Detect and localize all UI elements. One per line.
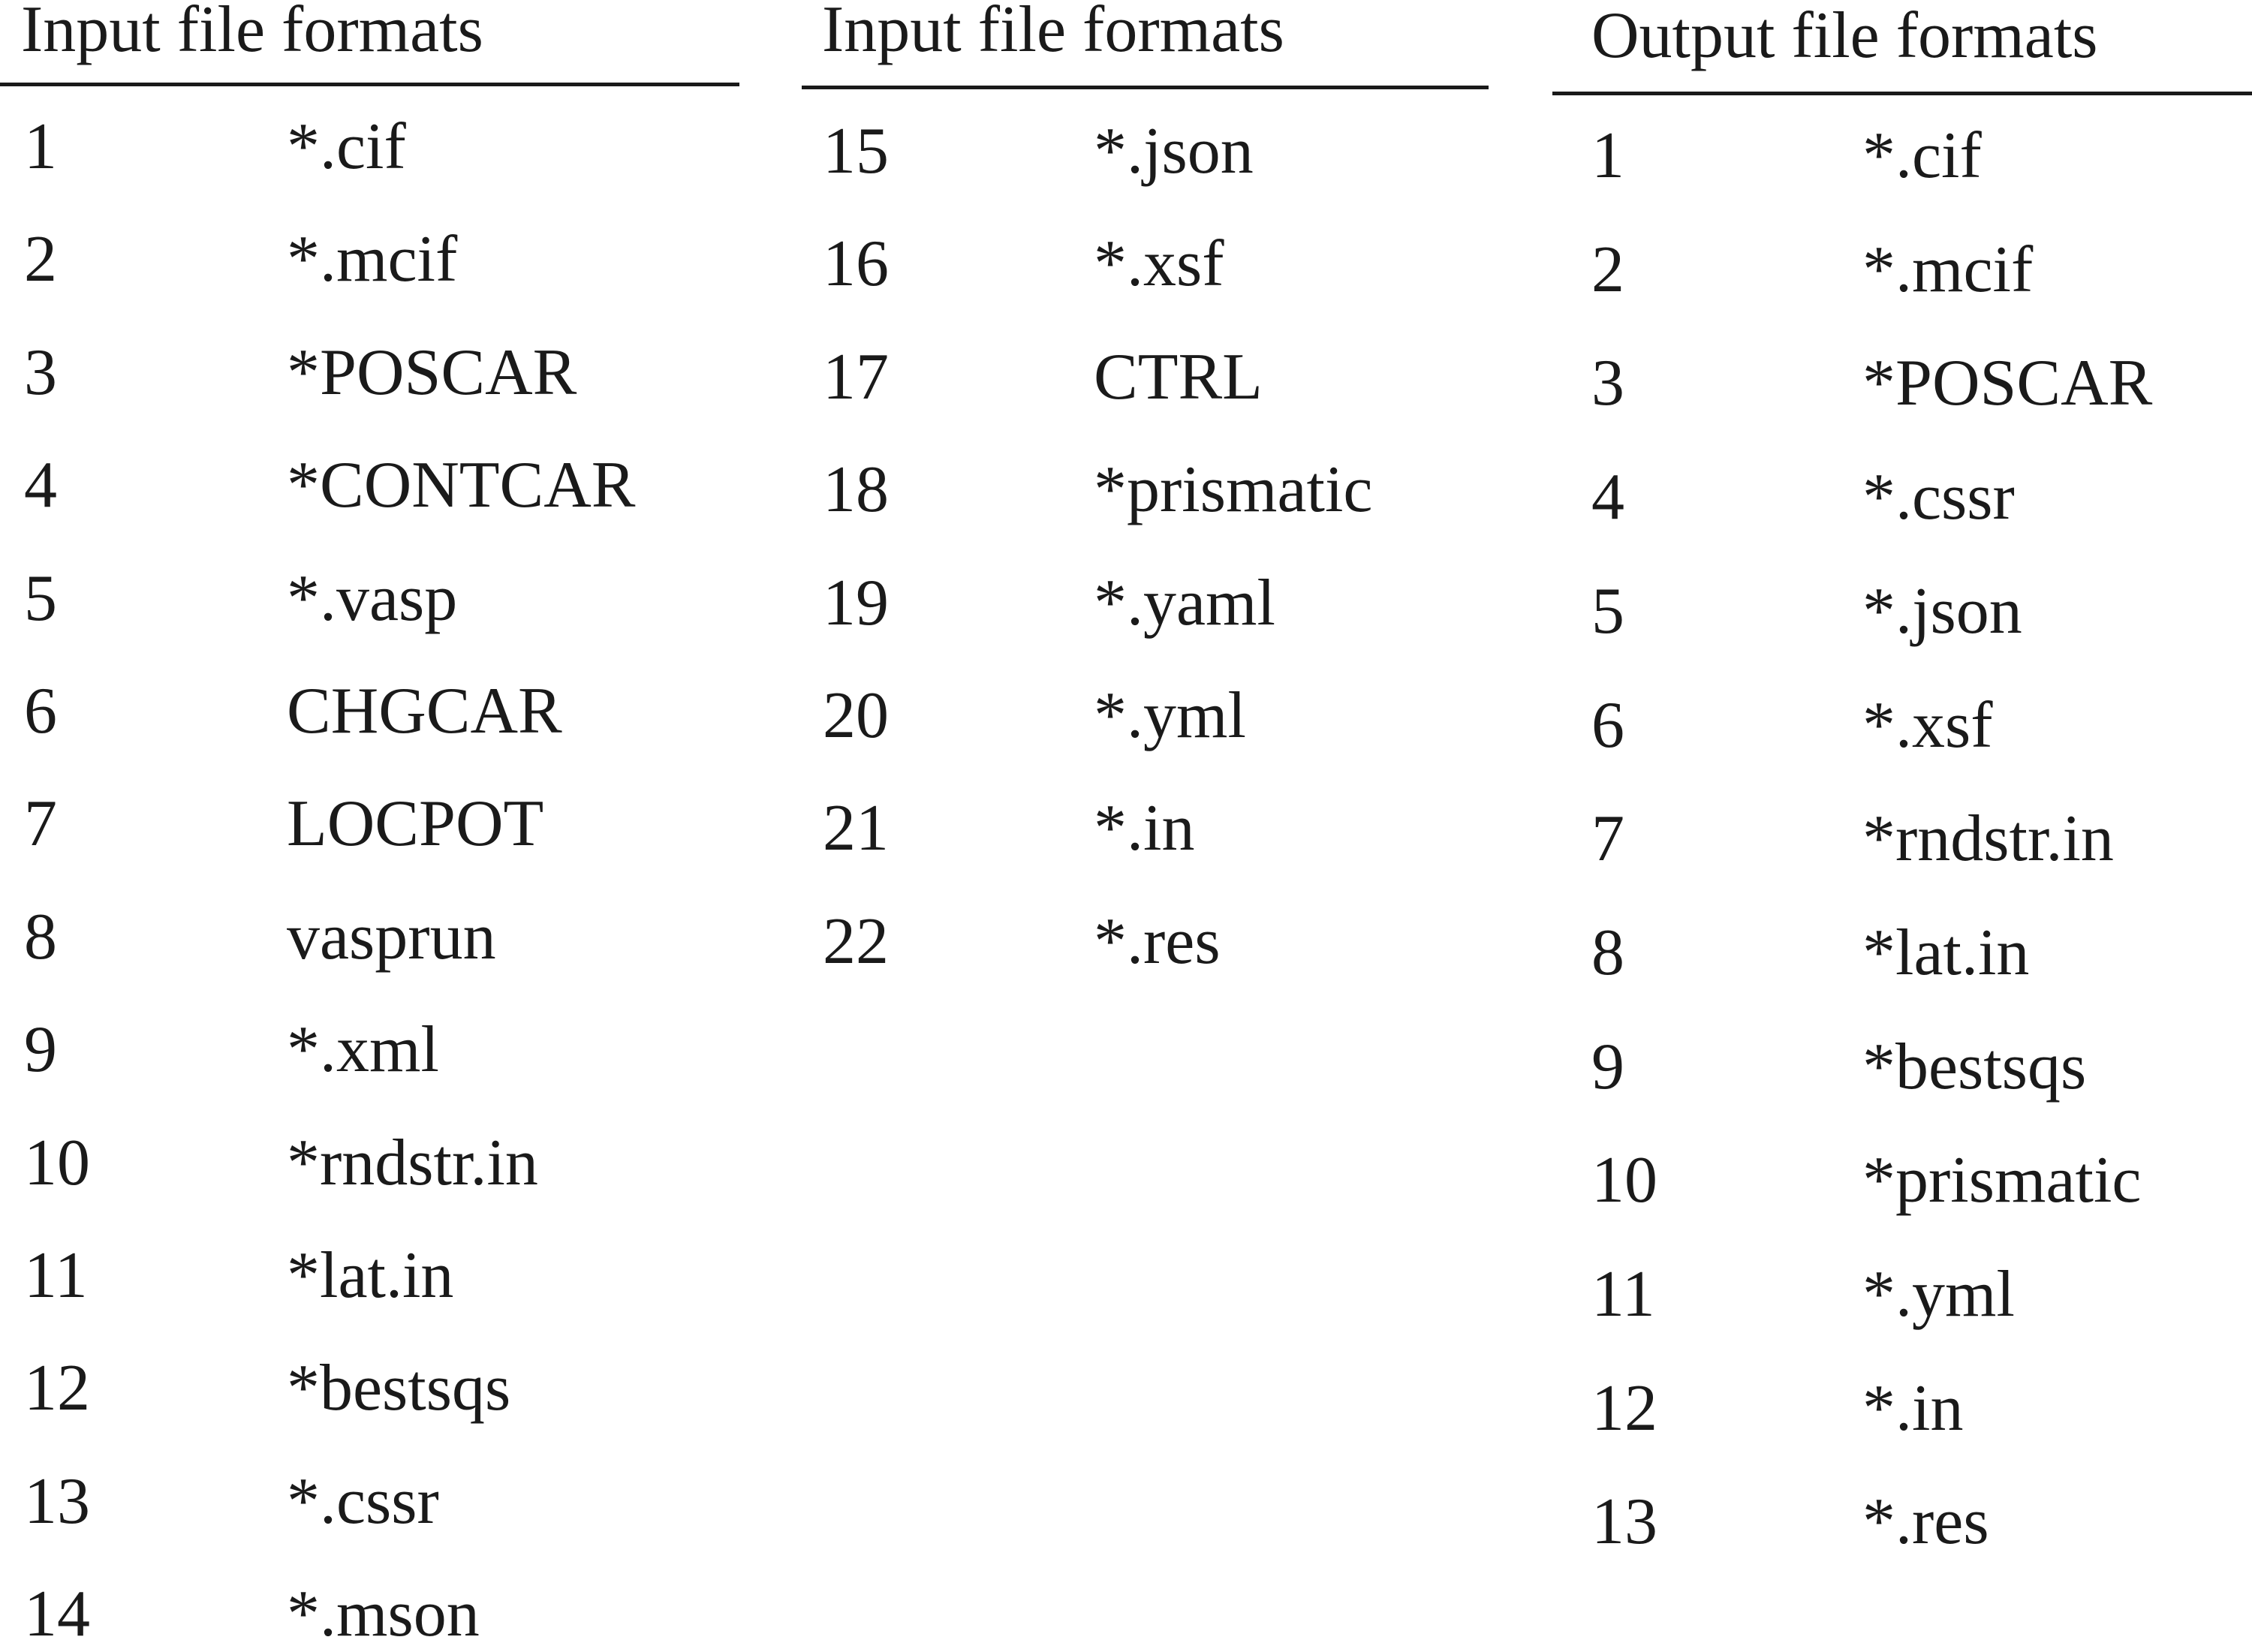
header-rule [802,86,1489,89]
file-format: *bestsqs [1862,1030,2087,1103]
row-number: 15 [823,115,889,188]
row-number: 13 [1591,1485,1657,1559]
table-row [0,787,739,862]
row-number: 16 [823,227,889,301]
row-number: 21 [823,792,889,865]
header-rule [1552,92,2252,95]
table-row [0,222,739,297]
row-number: 12 [24,1352,90,1425]
table-row [802,904,1489,979]
table-row [0,1351,739,1426]
table-row [0,561,739,636]
row-number: 4 [24,449,57,522]
file-format: *.res [1094,904,1221,978]
file-format: vasprun [287,900,496,973]
file-format: *.res [1862,1485,1989,1559]
table-row [802,566,1489,641]
row-number: 10 [24,1126,90,1199]
table-row [1552,1143,2252,1218]
table-row [0,336,739,411]
table-row [1552,119,2252,194]
file-format: *.xml [287,1013,439,1087]
row-number: 5 [1591,574,1624,648]
row-number: 12 [1591,1371,1657,1445]
file-format: *lat.in [1862,916,2030,989]
table-row [0,1126,739,1201]
table-row [0,110,739,185]
row-number: 6 [1591,688,1624,762]
table-title: Input file formats [822,0,1284,66]
table-row [1552,460,2252,535]
row-number: 1 [24,110,57,183]
file-format: *prismatic [1094,453,1373,527]
table-row [1552,1257,2252,1332]
file-format: *lat.in [287,1239,454,1312]
row-number: 7 [24,787,57,861]
table-row [1552,346,2252,421]
file-format: *.mcif [1862,233,2034,306]
table-row [1552,1030,2252,1105]
file-format: *bestsqs [287,1352,511,1425]
row-number: 20 [823,679,889,752]
row-number: 2 [24,223,57,296]
row-number: 8 [24,900,57,973]
file-format: *.in [1862,1371,1964,1445]
file-format: *.mson [287,1578,480,1651]
file-format: *.vasp [287,561,458,635]
file-format: LOCPOT [287,787,544,861]
table-row [1552,1485,2252,1560]
file-format: *.cif [1862,119,1982,192]
file-format: CHGCAR [287,675,562,748]
table-row [802,679,1489,754]
table-row [0,1464,739,1539]
row-number: 13 [24,1464,90,1538]
table-row [1552,802,2252,877]
table-row [0,1013,739,1088]
table-row [802,227,1489,302]
table-row [1552,916,2252,991]
table-row [0,900,739,975]
file-format: *.in [1094,792,1195,865]
row-number: 10 [1591,1144,1657,1217]
file-format: *.json [1094,115,1254,188]
row-number: 1 [1591,119,1624,192]
row-number: 11 [1591,1258,1655,1331]
file-format: *.yaml [1094,566,1275,639]
table-row [0,1238,739,1313]
file-format: *.mcif [287,223,458,296]
row-number: 3 [24,336,57,409]
table-title: Output file formats [1591,0,2098,72]
row-number: 9 [1591,1030,1624,1103]
table-row [1552,574,2252,649]
file-format: *.cssr [1862,461,2015,534]
table-row [802,453,1489,528]
row-number: 18 [823,453,889,527]
table-row [0,1577,739,1652]
file-format: *.xsf [1862,688,1993,762]
row-number: 22 [823,904,889,978]
file-format: *rndstr.in [287,1126,538,1199]
row-number: 4 [1591,461,1624,534]
table-row [802,114,1489,189]
row-number: 2 [1591,233,1624,306]
row-number: 5 [24,561,57,635]
row-number: 14 [24,1578,90,1651]
header-rule [0,83,739,86]
file-format: *CONTCAR [287,449,636,522]
row-number: 8 [1591,916,1624,989]
file-format: *.cssr [287,1464,439,1538]
table-row [0,674,739,749]
table-row [802,791,1489,866]
file-format: *.cif [287,110,406,183]
file-format: *prismatic [1862,1144,2142,1217]
row-number: 3 [1591,347,1624,420]
file-format: CTRL [1094,340,1263,414]
table-row [1552,688,2252,763]
row-number: 17 [823,340,889,414]
table-row [1552,233,2252,308]
file-format: *.yml [1862,1258,2015,1331]
table-row [1552,1371,2252,1446]
table-row [802,340,1489,415]
row-number: 9 [24,1013,57,1087]
file-format: *.xsf [1094,227,1224,301]
file-format: *rndstr.in [1862,802,2114,876]
file-format: *POSCAR [1862,347,2153,420]
row-number: 7 [1591,802,1624,876]
row-number: 11 [24,1239,88,1312]
file-format: *POSCAR [287,336,577,409]
table-title: Input file formats [21,0,483,66]
row-number: 6 [24,675,57,748]
file-format: *.yml [1094,679,1246,752]
file-format: *.json [1862,574,2022,648]
table-row [0,448,739,523]
row-number: 19 [823,566,889,639]
